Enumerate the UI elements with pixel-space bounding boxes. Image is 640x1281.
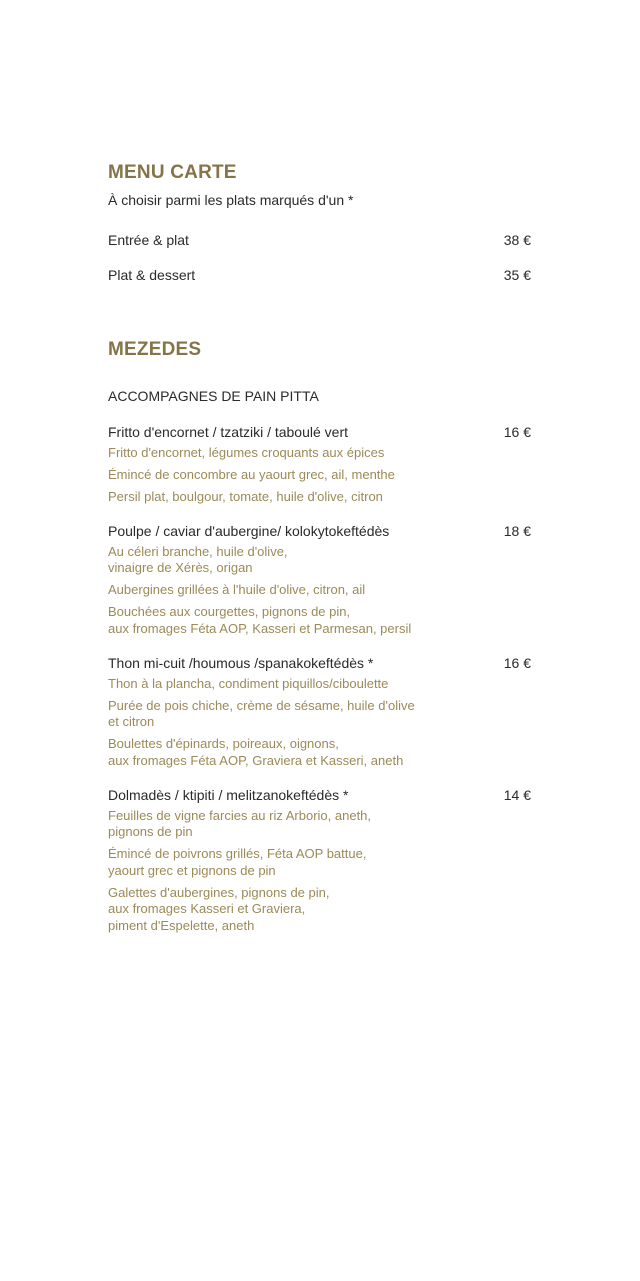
dish-price: 18 €: [503, 523, 531, 539]
formula-price: 38 €: [503, 232, 531, 248]
dish-description: Boulettes d'épinards, poireaux, oignons, aux fromages Féta AOP, Graviera et Kasseri, aneth: [108, 736, 404, 768]
dish-name: Dolmadès / ktipiti / melitzanokeftédès *: [108, 787, 349, 803]
dish-description: Persil plat, boulgour, tomate, huile d'olive, citron: [108, 488, 383, 504]
mezedes-heading: MEZEDES: [108, 339, 202, 360]
dish-description: Purée de pois chiche, crème de sésame, huile d'olive et citron: [108, 697, 415, 730]
dish-item: [108, 786, 531, 934]
dish-description: Bouchées aux courgettes, pignons de pin, aux fromages Féta AOP, Kasseri et Parmesan, persil: [108, 604, 412, 636]
dish-description: Émincé de concombre au yaourt grec, ail, menthe: [108, 466, 395, 482]
dish-name: Poulpe / caviar d'aubergine/ kolokytokeftédès: [108, 523, 390, 539]
dish-header: [108, 423, 531, 441]
dish-description: Fritto d'encornet, légumes croquants aux épices: [108, 444, 385, 460]
dish-price: 16 €: [503, 655, 531, 671]
dish-header: [108, 654, 531, 672]
formula-row: [108, 267, 531, 283]
dish-header: [108, 786, 531, 804]
dish-description: Galettes d'aubergines, pignons de pin, aux fromages Kasseri et Graviera, piment d'Espelette, aneth: [108, 884, 330, 933]
formula-price: 35 €: [503, 267, 531, 283]
dish-description: Émincé de poivrons grillés, Féta AOP battue, yaourt grec et pignons de pin: [108, 846, 367, 878]
dish-description: Au céleri branche, huile d'olive, vinaigre de Xérès, origan: [108, 543, 288, 576]
dish-description: Thon à la plancha, condiment piquillos/ciboulette: [108, 675, 389, 691]
dish-description: Feuilles de vigne farcies au riz Arborio, aneth, pignons de pin: [108, 807, 372, 840]
mezedes-subtitle: ACCOMPAGNES DE PAIN PITTA: [108, 388, 319, 404]
menu-carte-subtitle: À choisir parmi les plats marqués d'un *: [108, 192, 354, 208]
dish-list: [108, 423, 531, 934]
dish-price: 16 €: [503, 424, 531, 440]
dish-item: [108, 654, 531, 769]
formula-label: Entrée & plat: [108, 232, 189, 248]
dish-item: [108, 423, 531, 505]
dish-name: Fritto d'encornet / tzatziki / taboulé vert: [108, 424, 349, 440]
formula-label: Plat & dessert: [108, 267, 196, 283]
dish-description: Aubergines grillées à l'huile d'olive, citron, ail: [108, 582, 366, 598]
dish-name: Thon mi-cuit /houmous /spanakokeftédès *: [108, 655, 374, 671]
dish-item: [108, 522, 531, 637]
menu-carte-heading: MENU CARTE: [108, 162, 237, 183]
dish-header: [108, 522, 531, 540]
formula-row: [108, 232, 531, 248]
dish-price: 14 €: [503, 787, 531, 803]
